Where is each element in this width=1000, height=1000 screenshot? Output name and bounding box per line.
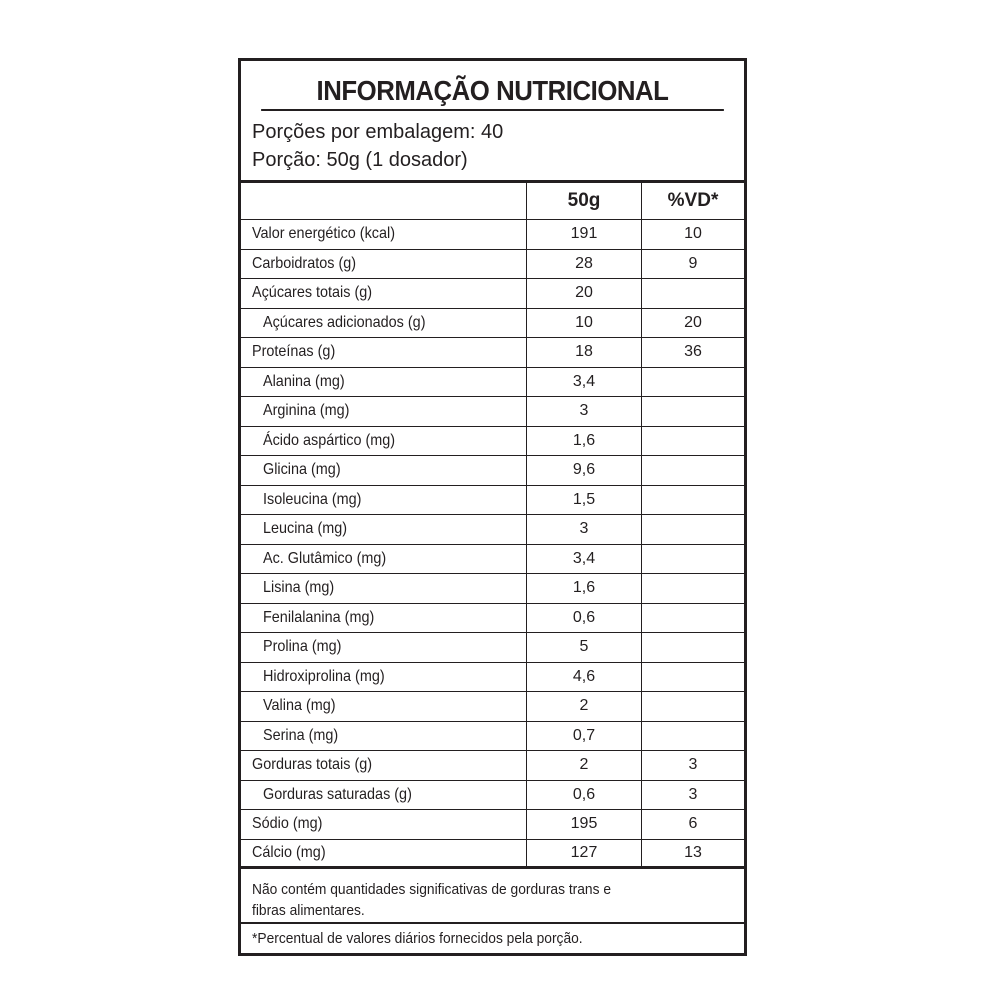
nutrient-name: Sódio (mg): [252, 815, 323, 833]
nutrient-qty: 1,5: [526, 486, 641, 515]
nutrient-name: Glicina (mg): [263, 461, 341, 479]
nutrient-name: Ácido aspártico (mg): [263, 431, 396, 449]
nutrient-qty: 191: [526, 220, 641, 249]
nutrient-vd: 10: [641, 220, 744, 249]
nutrient-qty: 28: [526, 250, 641, 279]
nutrient-name: Carboidratos (g): [252, 254, 357, 272]
nutrient-vd: 20: [641, 309, 744, 338]
nutrient-qty: 5: [526, 633, 641, 662]
table-row: [241, 633, 744, 663]
table-row: [241, 309, 744, 339]
table-header-row: [241, 183, 744, 220]
nutrient-vd: [641, 368, 744, 397]
header-qty: 50g: [526, 183, 641, 219]
nutrient-vd: [641, 279, 744, 308]
label-title: INFORMAÇÃO NUTRICIONAL: [261, 61, 724, 111]
servings-per-package: Porções por embalagem: 40: [252, 121, 504, 143]
nutrient-qty: 195: [526, 810, 641, 839]
nutrient-vd: [641, 663, 744, 692]
nutrient-vd: [641, 545, 744, 574]
nutrient-name: Arginina (mg): [263, 402, 350, 420]
table-row: [241, 486, 744, 516]
nutrient-vd: [641, 604, 744, 633]
nutrient-qty: 2: [526, 751, 641, 780]
table-row: [241, 692, 744, 722]
table-row: [241, 515, 744, 545]
nutrient-vd: [641, 515, 744, 544]
serving-size: Porção: 50g (1 dosador): [252, 149, 468, 171]
nutrient-name: Cálcio (mg): [252, 843, 326, 861]
table-row: [241, 456, 744, 486]
table-row: [241, 250, 744, 280]
nutrient-vd: [641, 633, 744, 662]
nutrient-qty: 18: [526, 338, 641, 367]
nutrient-qty: 3,4: [526, 545, 641, 574]
header-vd: %VD*: [641, 183, 744, 219]
table-row: [241, 722, 744, 752]
table-row: [241, 368, 744, 398]
nutrient-qty: 20: [526, 279, 641, 308]
nutrient-table: [241, 183, 744, 869]
nutrient-name: Lisina (mg): [263, 579, 335, 597]
nutrient-name: Valina (mg): [263, 697, 336, 715]
nutrient-qty: 10: [526, 309, 641, 338]
nutrient-vd: 36: [641, 338, 744, 367]
table-row: [241, 781, 744, 811]
nutrient-qty: 127: [526, 840, 641, 867]
nutrient-qty: 2: [526, 692, 641, 721]
nutrient-qty: 3,4: [526, 368, 641, 397]
table-row: [241, 427, 744, 457]
footnote-trans-fiber: [241, 874, 744, 924]
nutrient-name: Hidroxiprolina (mg): [263, 667, 385, 685]
footnote-line-2: fibras alimentares.: [252, 902, 365, 919]
table-row: [241, 840, 744, 870]
table-row: [241, 751, 744, 781]
nutrient-name: Serina (mg): [263, 726, 339, 744]
table-row: [241, 574, 744, 604]
nutrient-name: Prolina (mg): [263, 638, 342, 656]
nutrient-vd: [641, 574, 744, 603]
nutrient-name: Açúcares totais (g): [252, 284, 373, 302]
nutrient-name: Alanina (mg): [263, 372, 345, 390]
nutrient-name: Proteínas (g): [252, 343, 336, 361]
nutrient-vd: [641, 486, 744, 515]
nutrient-qty: 9,6: [526, 456, 641, 485]
footnote-line-1: Não contém quantidades significativas de gorduras trans e: [252, 881, 612, 898]
nutrient-vd: 9: [641, 250, 744, 279]
nutrient-qty: 3: [526, 397, 641, 426]
nutrient-qty: 1,6: [526, 427, 641, 456]
nutrition-facts-label: [238, 58, 747, 956]
nutrient-vd: [641, 397, 744, 426]
table-row: [241, 279, 744, 309]
nutrient-qty: 0,7: [526, 722, 641, 751]
table-row: [241, 810, 744, 840]
nutrient-vd: [641, 427, 744, 456]
nutrient-name: Açúcares adicionados (g): [263, 313, 426, 331]
nutrient-name: Leucina (mg): [263, 520, 348, 538]
nutrient-vd: 6: [641, 810, 744, 839]
nutrient-name: Gorduras saturadas (g): [263, 785, 412, 803]
nutrient-qty: 4,6: [526, 663, 641, 692]
serving-info: [241, 111, 744, 183]
nutrient-vd: [641, 722, 744, 751]
nutrient-vd: [641, 692, 744, 721]
table-row: [241, 604, 744, 634]
table-row: [241, 663, 744, 693]
nutrient-qty: 1,6: [526, 574, 641, 603]
table-row: [241, 545, 744, 575]
nutrient-name: Fenilalanina (mg): [263, 608, 375, 626]
table-row: [241, 397, 744, 427]
nutrient-vd: 3: [641, 751, 744, 780]
nutrient-vd: [641, 456, 744, 485]
footnote-vd-text: *Percentual de valores diários fornecidos pela porção.: [252, 930, 583, 947]
nutrient-vd: 13: [641, 840, 744, 867]
nutrient-name: Ac. Glutâmico (mg): [263, 549, 387, 567]
nutrient-name: Gorduras totais (g): [252, 756, 373, 774]
footnote-vd: [241, 924, 744, 953]
table-row: [241, 338, 744, 368]
nutrient-qty: 0,6: [526, 604, 641, 633]
nutrient-name: Valor energético (kcal): [252, 225, 396, 243]
nutrient-qty: 3: [526, 515, 641, 544]
nutrient-vd: 3: [641, 781, 744, 810]
nutrient-qty: 0,6: [526, 781, 641, 810]
nutrient-name: Isoleucina (mg): [263, 490, 362, 508]
table-row: [241, 220, 744, 250]
